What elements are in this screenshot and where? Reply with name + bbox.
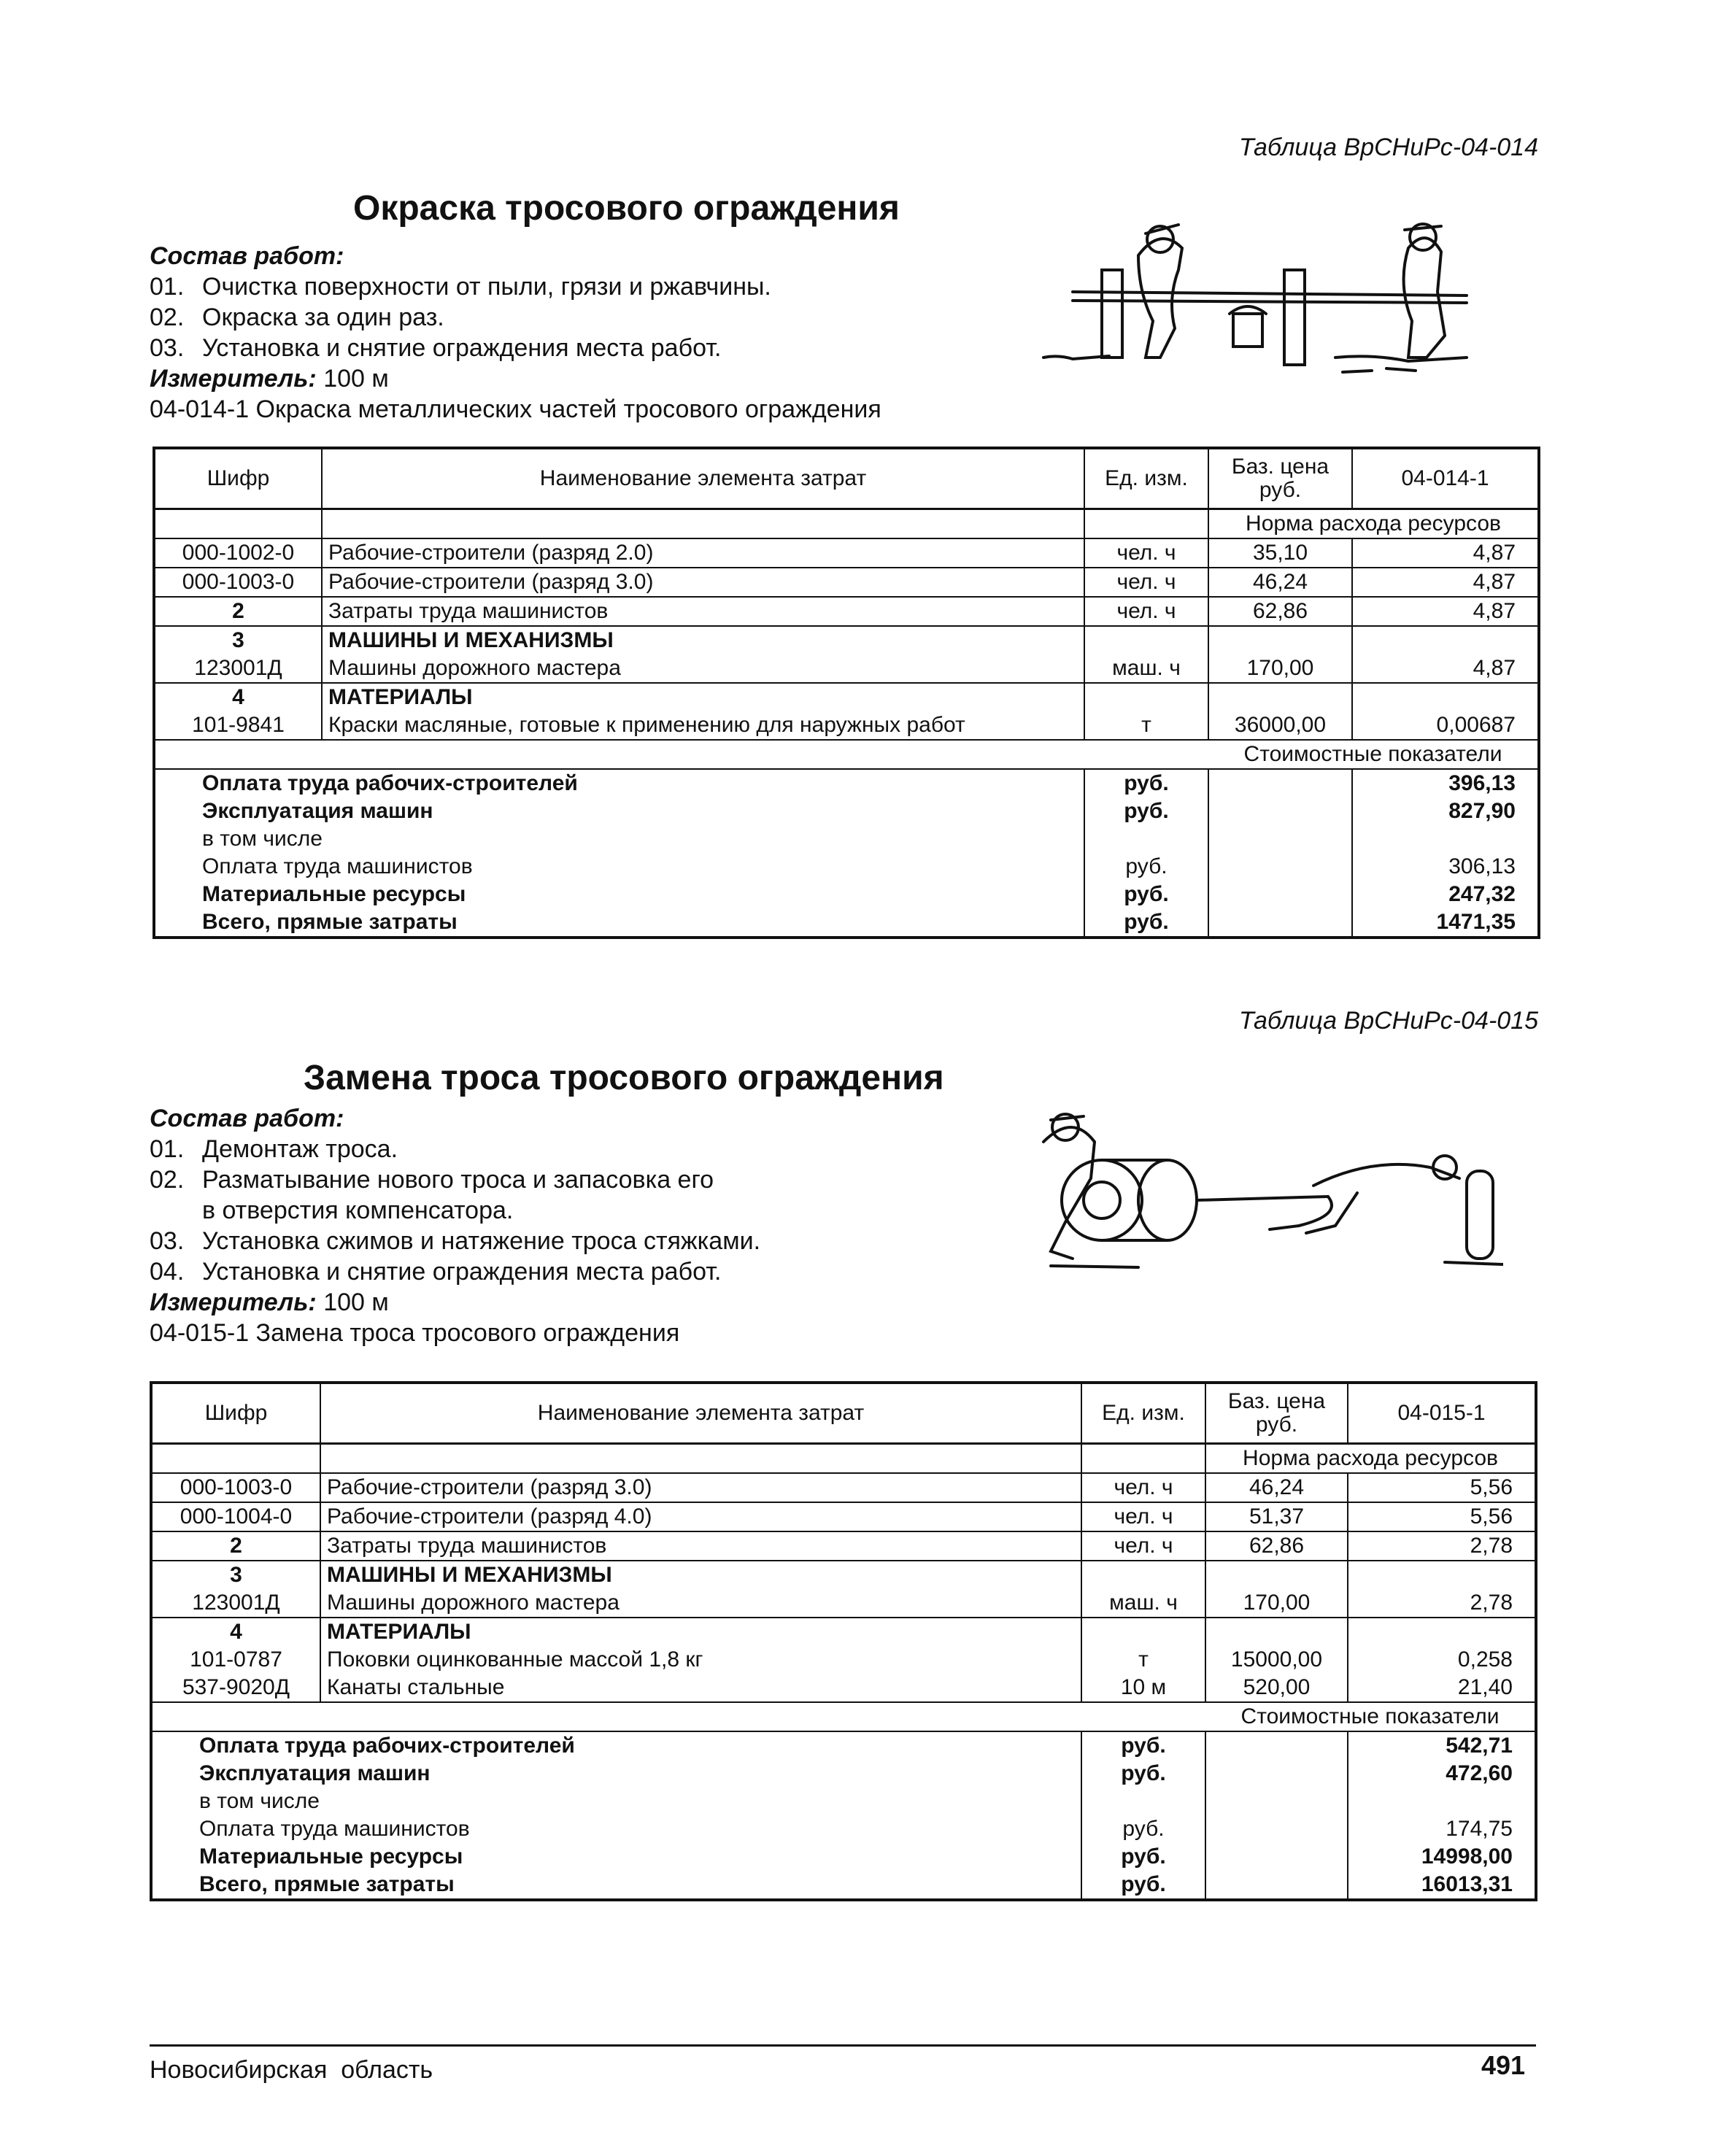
row-name: Рабочие-строители (разряд 4.0) <box>320 1502 1081 1531</box>
summary-value: 306,13 <box>1448 854 1516 878</box>
row-unit: чел. ч <box>1084 538 1208 568</box>
band-row <box>151 1702 1536 1731</box>
summary-row <box>151 1788 1536 1815</box>
row-name: Рабочие-строители (разряд 3.0) <box>320 1473 1081 1502</box>
summary-label: Материальные ресурсы <box>154 881 1084 908</box>
row-name: Машины дорожного мастера <box>320 1589 1081 1618</box>
summary-unit: руб. <box>1084 797 1208 825</box>
band-resources: Норма расхода ресурсов <box>1208 509 1539 539</box>
summary-value: 827,90 <box>1448 799 1516 823</box>
step-text: Окраска за один раз. <box>202 304 444 331</box>
summary-row <box>151 1815 1536 1843</box>
summary-unit: руб. <box>1081 1843 1205 1871</box>
summary-unit: руб. <box>1084 769 1208 797</box>
row-unit: чел. ч <box>1084 568 1208 597</box>
summary-label: Эксплуатация машин <box>154 797 1084 825</box>
row-unit: маш. ч <box>1084 654 1208 683</box>
row-name: Рабочие-строители (разряд 3.0) <box>322 568 1084 597</box>
header-code: Шифр <box>151 1383 320 1444</box>
summary-label: Эксплуатация машин <box>151 1760 1081 1788</box>
meter-label: Измеритель: <box>150 1288 317 1316</box>
step-text: Демонтаж троса. <box>202 1135 398 1163</box>
row-name: МАТЕРИАЛЫ <box>320 1618 1081 1646</box>
meter <box>150 363 881 394</box>
row-norm <box>1352 626 1539 654</box>
row-norm: 21,40 <box>1348 1674 1536 1702</box>
row-name: Поковки оцинкованные массой 1,8 кг <box>320 1646 1081 1674</box>
row-price <box>1208 626 1352 654</box>
row-name: Краски масляные, готовые к применению для наружных работ <box>322 711 1084 740</box>
section-title: Окраска тросового ограждения <box>353 189 900 228</box>
header-norm: 04-014-1 <box>1352 448 1539 509</box>
code-line: 04-014-1 Окраска металлических частей тросового ограждения <box>150 395 881 423</box>
header-unit: Ед. изм. <box>1084 448 1208 509</box>
step-continuation: в отверстия компенсатора. <box>202 1197 514 1224</box>
composition-label: Состав работ: <box>150 242 344 270</box>
summary-label: Оплата труда машинистов <box>154 853 1084 881</box>
summary-value <box>1352 825 1539 853</box>
step-number: 02. <box>150 304 185 331</box>
meter <box>150 1287 760 1318</box>
row-unit: т <box>1081 1646 1205 1674</box>
summary-row <box>154 908 1539 938</box>
row-norm: 4,87 <box>1352 538 1539 568</box>
row-price <box>1205 1618 1348 1646</box>
row-unit: чел. ч <box>1084 597 1208 626</box>
step-text: Разматывание нового троса и запасовка его <box>202 1166 714 1194</box>
row-unit <box>1084 683 1208 711</box>
summary-row <box>154 825 1539 853</box>
band-row <box>154 509 1539 539</box>
step-item <box>150 271 881 302</box>
meter-value: 100 м <box>323 1288 389 1316</box>
summary-value: 174,75 <box>1446 1817 1513 1841</box>
row-norm: 0,258 <box>1457 1647 1513 1672</box>
band-row <box>154 740 1539 769</box>
row-code: 000-1003-0 <box>151 1473 320 1502</box>
row-code: 4 <box>154 683 322 711</box>
row-unit <box>1081 1561 1205 1589</box>
table-caption: Таблица ВрСНиРс-04-015 <box>1238 1007 1538 1035</box>
summary-value: 1471,35 <box>1436 910 1516 934</box>
row-code: 2 <box>151 1531 320 1561</box>
cable-replacement-illustration <box>992 1098 1503 1288</box>
row-unit <box>1081 1618 1205 1646</box>
cost-table <box>150 1381 1537 1901</box>
summary-row <box>151 1843 1536 1871</box>
step-text: Установка и снятие ограждения места работ. <box>202 1258 722 1286</box>
row-norm: 0,00687 <box>1352 711 1539 740</box>
row-name: Рабочие-строители (разряд 2.0) <box>322 538 1084 568</box>
header-name: Наименование элемента затрат <box>322 448 1084 509</box>
summary-label: в том числе <box>151 1788 1081 1815</box>
summary-value: 542,71 <box>1446 1734 1513 1758</box>
summary-unit: руб. <box>1084 853 1208 881</box>
row-code: 3 <box>154 626 322 654</box>
step-number: 03. <box>150 1227 185 1255</box>
meter-label: Измеритель: <box>150 365 317 393</box>
row-norm: 4,87 <box>1352 568 1539 597</box>
band-cost: Стоимостные показатели <box>1208 740 1539 769</box>
table-row <box>151 1561 1536 1589</box>
table-row <box>151 1674 1536 1702</box>
step-item <box>150 302 881 333</box>
step-text: Установка сжимов и натяжение троса стяжками. <box>202 1227 761 1255</box>
summary-row <box>154 769 1539 797</box>
table-header-row <box>151 1383 1536 1444</box>
row-unit: 10 м <box>1081 1674 1205 1702</box>
summary-unit: руб. <box>1081 1760 1205 1788</box>
summary-label: Всего, прямые затраты <box>151 1871 1081 1900</box>
row-name: МАТЕРИАЛЫ <box>322 683 1084 711</box>
step-item <box>150 1134 760 1164</box>
row-unit: т <box>1084 711 1208 740</box>
band-resources: Норма расхода ресурсов <box>1205 1444 1536 1474</box>
row-unit: маш. ч <box>1081 1589 1205 1618</box>
summary-row <box>151 1871 1536 1900</box>
row-unit: чел. ч <box>1081 1531 1205 1561</box>
step-number: 03. <box>150 334 185 362</box>
header-name: Наименование элемента затрат <box>320 1383 1081 1444</box>
row-price: 170,00 <box>1208 654 1352 683</box>
summary-label: Оплата труда машинистов <box>151 1815 1081 1843</box>
row-price <box>1205 1561 1348 1589</box>
row-price: 62,86 <box>1205 1531 1348 1561</box>
footer-region: Новосибирская область <box>150 2056 433 2084</box>
table-row <box>154 597 1539 626</box>
table-row <box>154 711 1539 740</box>
row-norm <box>1348 1618 1536 1646</box>
summary-label: в том числе <box>154 825 1084 853</box>
summary-row <box>151 1760 1536 1788</box>
meter-value: 100 м <box>323 365 389 393</box>
table-row <box>154 626 1539 654</box>
summary-value: 247,32 <box>1448 882 1516 906</box>
section-title: Замена троса тросового ограждения <box>304 1059 944 1097</box>
row-norm <box>1352 683 1539 711</box>
step-item <box>150 1256 760 1287</box>
row-norm: 5,56 <box>1348 1473 1536 1502</box>
row-price: 35,10 <box>1208 538 1352 568</box>
row-price <box>1208 683 1352 711</box>
row-code: 537-9020Д <box>151 1674 320 1702</box>
summary-unit: руб. <box>1084 908 1208 938</box>
table-row <box>154 568 1539 597</box>
row-price: 170,00 <box>1205 1589 1348 1618</box>
row-unit <box>1084 626 1208 654</box>
page-number: 491 <box>1481 2050 1526 2080</box>
summary-value: 472,60 <box>1446 1761 1513 1785</box>
row-norm <box>1348 1561 1536 1589</box>
header-price: Баз. цена руб. <box>1208 448 1352 509</box>
table-row <box>151 1589 1536 1618</box>
step-number: 02. <box>150 1166 185 1194</box>
footer-divider <box>150 2044 1536 2047</box>
row-code: 000-1003-0 <box>154 568 322 597</box>
summary-unit: руб. <box>1081 1871 1205 1900</box>
code-line: 04-015-1 Замена троса тросового ограждения <box>150 1319 680 1347</box>
table-caption: Таблица ВрСНиРс-04-014 <box>1238 134 1538 161</box>
row-code: 4 <box>151 1618 320 1646</box>
row-name: Затраты труда машинистов <box>320 1531 1081 1561</box>
summary-label: Материальные ресурсы <box>151 1843 1081 1871</box>
summary-value: 396,13 <box>1448 771 1516 795</box>
summary-row <box>154 881 1539 908</box>
row-code: 3 <box>151 1561 320 1589</box>
summary-value: 14998,00 <box>1421 1844 1513 1869</box>
table-row <box>154 538 1539 568</box>
summary-label: Всего, прямые затраты <box>154 908 1084 938</box>
row-name: МАШИНЫ И МЕХАНИЗМЫ <box>320 1561 1081 1589</box>
step-item <box>150 1164 760 1195</box>
table-row <box>154 654 1539 683</box>
header-price: Баз. цена руб. <box>1205 1383 1348 1444</box>
row-code: 123001Д <box>151 1589 320 1618</box>
row-code: 000-1004-0 <box>151 1502 320 1531</box>
table-row <box>151 1531 1536 1561</box>
row-price: 46,24 <box>1208 568 1352 597</box>
row-norm: 2,78 <box>1348 1531 1536 1561</box>
summary-unit: руб. <box>1081 1815 1205 1843</box>
work-composition <box>150 241 881 425</box>
row-name: Машины дорожного мастера <box>322 654 1084 683</box>
row-norm: 4,87 <box>1352 654 1539 683</box>
composition-label: Состав работ: <box>150 1105 344 1132</box>
summary-label: Оплата труда рабочих-строителей <box>151 1731 1081 1760</box>
summary-unit: руб. <box>1084 881 1208 908</box>
table-row <box>151 1646 1536 1674</box>
row-norm: 2,78 <box>1348 1589 1536 1618</box>
row-price: 51,37 <box>1205 1502 1348 1531</box>
row-price: 36000,00 <box>1208 711 1352 740</box>
summary-row <box>154 853 1539 881</box>
row-price: 62,86 <box>1208 597 1352 626</box>
summary-label: Оплата труда рабочих-строителей <box>154 769 1084 797</box>
row-code: 101-9841 <box>154 711 322 740</box>
row-unit: чел. ч <box>1081 1473 1205 1502</box>
summary-row <box>151 1731 1536 1760</box>
row-name: Затраты труда машинистов <box>322 597 1084 626</box>
painting-workers-illustration <box>1029 212 1496 401</box>
summary-row <box>154 797 1539 825</box>
table-row <box>151 1473 1536 1502</box>
header-unit: Ед. изм. <box>1081 1383 1205 1444</box>
table-header-row <box>154 448 1539 509</box>
row-name: Канаты стальные <box>320 1674 1081 1702</box>
row-code: 101-0787 <box>151 1646 320 1674</box>
step-item <box>150 1226 760 1256</box>
row-norm: 5,56 <box>1348 1502 1536 1531</box>
work-composition <box>150 1103 760 1348</box>
row-price: 520,00 <box>1205 1674 1348 1702</box>
row-code: 2 <box>154 597 322 626</box>
row-price: 46,24 <box>1205 1473 1348 1502</box>
header-norm: 04-015-1 <box>1348 1383 1536 1444</box>
summary-unit: руб. <box>1081 1731 1205 1760</box>
step-number: 04. <box>150 1258 185 1286</box>
table-row <box>151 1502 1536 1531</box>
summary-unit <box>1081 1788 1205 1815</box>
step-item <box>150 333 881 363</box>
row-unit: чел. ч <box>1081 1502 1205 1531</box>
step-number: 01. <box>150 273 185 301</box>
table-row <box>154 683 1539 711</box>
step-text: Очистка поверхности от пыли, грязи и ржавчины. <box>202 273 771 301</box>
row-norm: 4,87 <box>1352 597 1539 626</box>
band-row <box>151 1444 1536 1474</box>
step-number: 01. <box>150 1135 185 1163</box>
header-code: Шифр <box>154 448 322 509</box>
row-code: 000-1002-0 <box>154 538 322 568</box>
summary-value: 16013,31 <box>1421 1872 1513 1896</box>
band-cost: Стоимостные показатели <box>1205 1702 1536 1731</box>
row-name: МАШИНЫ И МЕХАНИЗМЫ <box>322 626 1084 654</box>
table-row <box>151 1618 1536 1646</box>
step-text: Установка и снятие ограждения места работ. <box>202 334 722 362</box>
summary-unit <box>1084 825 1208 853</box>
row-code: 123001Д <box>154 654 322 683</box>
row-price: 15000,00 <box>1205 1646 1348 1674</box>
summary-value <box>1348 1788 1536 1815</box>
cost-table <box>153 447 1540 939</box>
